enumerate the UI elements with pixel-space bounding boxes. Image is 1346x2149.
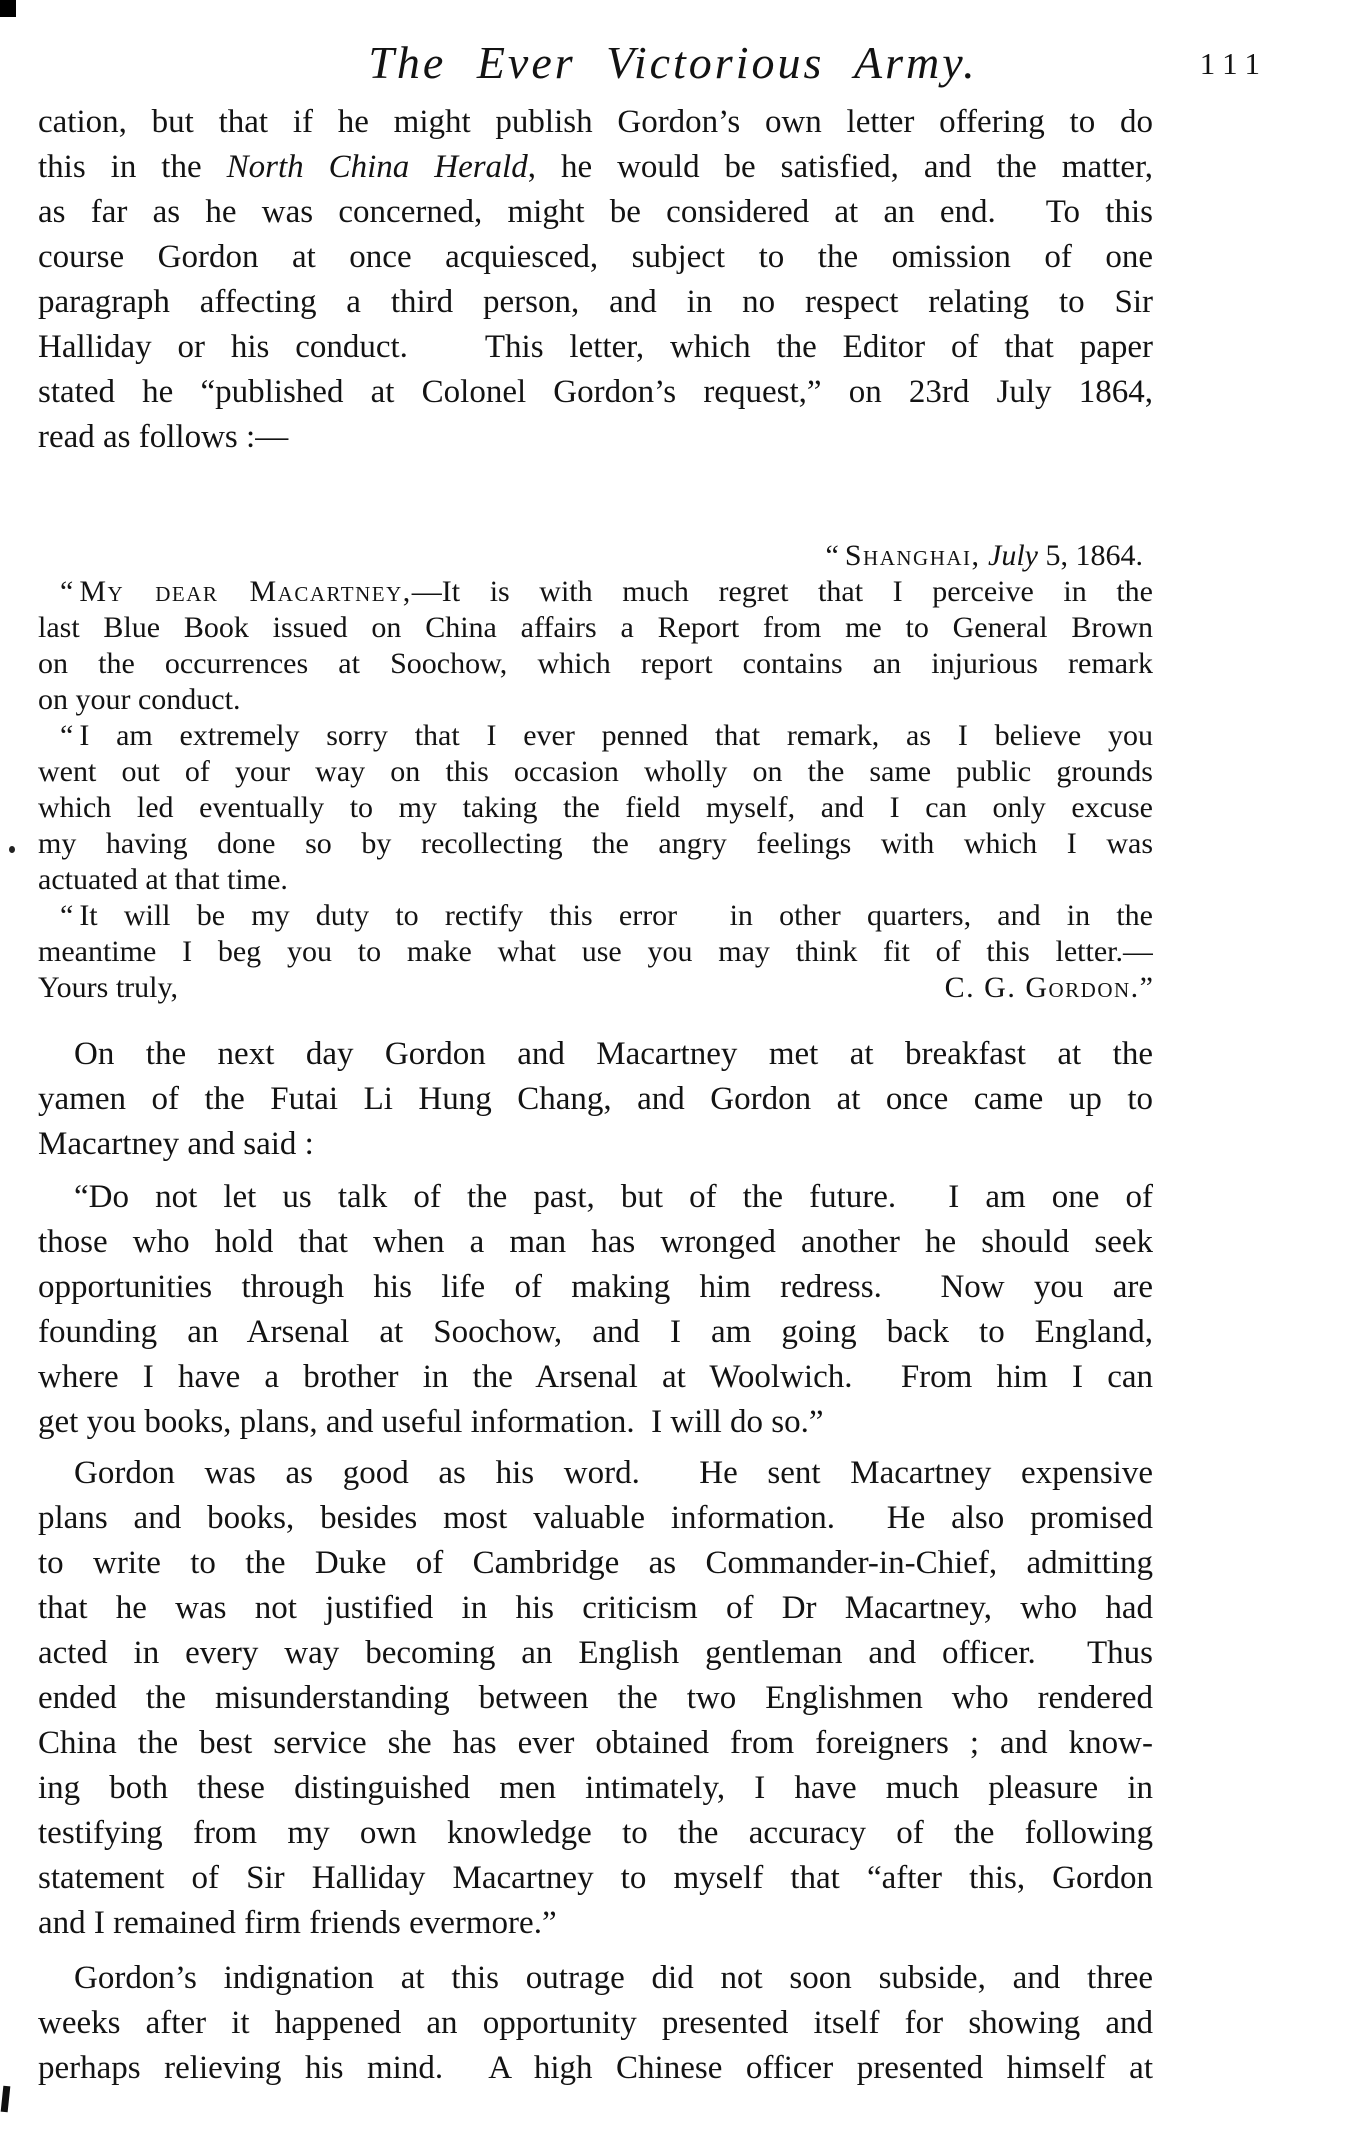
text-segment: testifying from my own knowledge to the accuracy of the following [38,1815,1153,1851]
text-segment: —It is with much regret that I perceive in the [411,575,1153,608]
text-segment: “ It will be my duty to rectify this error in other quarters, and in the [60,899,1153,932]
text-segment: 5, 1864. [1038,539,1143,572]
text-segment: which led eventually to my taking the field myself, and I can only excuse [38,791,1153,824]
text-segment: My dear Macartney, [79,575,412,608]
text-line [38,538,1153,574]
text-line [38,1856,1153,1901]
text-line [38,646,1153,682]
paragraph-next-day [38,1032,1153,1167]
text-segment: , he would be satisfied, and the matter, [527,149,1153,185]
text-segment: yamen of the Futai Li Hung Chang, and Gordon at once came up to [38,1081,1153,1117]
text-segment: stated he “published at Colonel Gordon’s request,” on 23rd July 1864, [38,374,1153,410]
text-line [38,1175,1153,1220]
text-line [38,1676,1153,1721]
text-line [38,415,1153,460]
text-segment: “Do not let us talk of the past, but of the future. I am one of [74,1179,1153,1215]
text-segment: C. G. Gordon. [944,971,1140,1004]
text-line [38,370,1153,415]
text-line [38,574,1153,610]
text-line [38,1811,1153,1856]
text-segment: that he was not justified in his criticism of Dr Macartney, who had [38,1590,1153,1626]
text-line [38,2001,1153,2046]
text-segment: Shanghai, [844,539,981,572]
text-line [38,754,1153,790]
text-segment: July [988,539,1038,572]
page-number: 111 [1199,46,1268,81]
text-line [38,790,1153,826]
text-segment: opportunities through his life of making him redress. Now you are [38,1269,1153,1305]
text-segment: China the best service she has ever obtained from foreigners ; and know- [38,1725,1153,1761]
text-segment: founding an Arsenal at Soochow, and I am going back to England, [38,1314,1153,1350]
text-segment: acted in every way becoming an English gentleman and officer. Thus [38,1635,1153,1671]
text-line [38,1586,1153,1631]
text-line [38,1220,1153,1265]
text-segment: course Gordon at once acquiesced, subject to the omission of one [38,239,1153,275]
text-segment: North China Herald [226,149,528,185]
text-segment [981,539,989,572]
text-segment: weeks after it happened an opportunity presented itself for showing and [38,2005,1153,2041]
text-line [38,190,1153,235]
text-segment: actuated at that time. [38,863,288,896]
paragraph-do-not-talk [38,1175,1153,1445]
text-segment: “ [825,539,845,572]
text-segment: On the next day Gordon and Macartney met at breakfast at the [74,1036,1153,1072]
text-line [38,1721,1153,1766]
text-segment: plans and books, besides most valuable information. He also promised [38,1500,1153,1536]
text-line [38,1355,1153,1400]
text-line [38,610,1153,646]
text-segment: read as follows :— [38,419,289,455]
text-segment: ” [1139,971,1153,1004]
letter-dateline [38,538,1153,574]
text-line [38,1496,1153,1541]
text-line [38,325,1153,370]
text-line [38,1541,1153,1586]
text-segment: as far as he was concerned, might be considered at an end. To this [38,194,1153,230]
text-segment: statement of Sir Halliday Macartney to myself that “after this, Gordon [38,1860,1153,1896]
text-line [38,1032,1153,1077]
text-segment: where I have a brother in the Arsenal at Woolwich. From him I can [38,1359,1153,1395]
text-line [38,826,1153,862]
scan-artifact-dot [9,846,15,853]
text-segment: “ I am extremely sorry that I ever penned that remark, as I believe you [60,719,1153,752]
text-line [38,1310,1153,1355]
text-line [38,1766,1153,1811]
page-header [0,0,1346,100]
text-segment: Macartney and said : [38,1126,314,1162]
text-segment: those who hold that when a man has wronged another he should seek [38,1224,1153,1260]
text-line [38,280,1153,325]
text-segment: went out of your way on this occasion wholly on the same public grounds [38,755,1153,788]
text-segment: my having done so by recollecting the angry feelings with which I was [38,827,1153,860]
letter-signature [945,970,1153,1006]
text-line [38,862,1153,898]
scan-artifact-edge-mark [1,2086,11,2113]
opening-paragraph [38,100,1153,460]
text-line [38,682,1153,718]
text-line [38,1400,1153,1445]
text-segment: this in the [38,149,227,185]
text-line [38,1077,1153,1122]
text-line [38,2046,1153,2091]
paragraph-good-as-word [38,1451,1153,1946]
letter-paragraph-closing [38,898,1153,1006]
text-line [38,1451,1153,1496]
letter-valediction [38,970,178,1006]
text-segment: Gordon was as good as his word. He sent Macartney expensive [74,1455,1153,1491]
text-line [38,1265,1153,1310]
text-segment: to write to the Duke of Cambridge as Commander-in-Chief, admitting [38,1545,1153,1581]
text-segment: perhaps relieving his mind. A high Chinese officer presented himself at [38,2050,1153,2086]
text-line [38,1901,1153,1946]
page-body [38,100,1153,2091]
text-line [38,718,1153,754]
text-line [38,1956,1153,2001]
text-segment: ing both these distinguished men intimately, I have much pleasure in [38,1770,1153,1806]
paragraph-indignation [38,1956,1153,2091]
text-segment: Yours truly, [38,971,179,1004]
text-line [38,970,1153,1006]
text-segment: “ [60,575,80,608]
text-segment: last Blue Book issued on China affairs a Report from me to General Brown [38,611,1153,644]
text-line [38,100,1153,145]
text-line [38,898,1153,934]
text-segment: ended the misunderstanding between the two Englishmen who rendered [38,1680,1153,1716]
text-line [38,1122,1153,1167]
text-segment: Gordon’s indignation at this outrage did not soon subside, and three [74,1960,1153,1996]
text-line [38,235,1153,280]
text-segment: and I remained firm friends evermore.” [38,1905,557,1941]
text-segment: on your conduct. [38,683,241,716]
text-line [38,1631,1153,1676]
text-segment: get you books, plans, and useful information. I will do so.” [38,1404,824,1440]
running-title: The Ever Victorious Army. [368,37,978,88]
text-segment: Halliday or his conduct. This letter, which the Editor of that paper [38,329,1153,365]
text-segment: on the occurrences at Soochow, which report contains an injurious remark [38,647,1153,680]
letter-paragraph-apology [38,718,1153,898]
text-segment: cation, but that if he might publish Gordon’s own letter offering to do [38,104,1153,140]
text-segment: paragraph affecting a third person, and in no respect relating to Sir [38,284,1153,320]
letter-paragraph-salutation [38,574,1153,718]
text-line [38,145,1153,190]
text-segment: meantime I beg you to make what use you may think fit of this letter.— [38,935,1153,968]
text-line [38,934,1153,970]
